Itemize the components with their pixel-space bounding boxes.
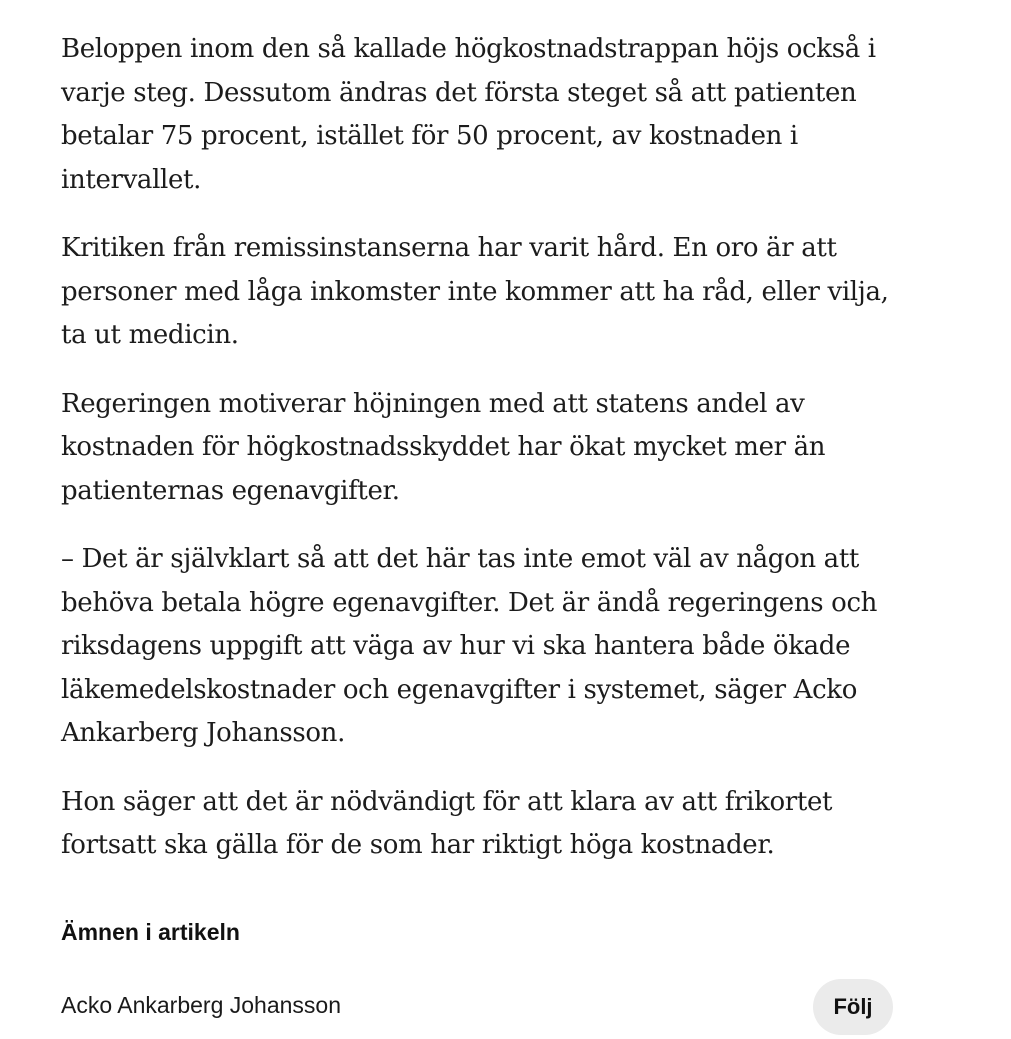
article-paragraph: – Det är självklart så att det här tas inte emot väl av någon att behöva betala högre egenavgifter. Det är ändå regeringens och riksdagens uppgift att väga av hur vi ska hantera både ökade läkemedelskostnader och egenavgifter i systemet, säger Acko Ankarberg Johansson. (61, 544, 878, 748)
article-topics (61, 913, 893, 1019)
follow-button[interactable]: Följ (813, 979, 893, 1035)
article-body (61, 28, 901, 893)
article-paragraph: Regeringen motiverar höjningen med att statens andel av kostnaden för högkostnadsskyddet har ökat mycket mer än patienternas egenavgifter. (61, 388, 826, 506)
topic-item (61, 979, 893, 1039)
article-paragraph: Hon säger att det är nödvändigt för att klara av att frikortet fortsatt ska gälla för de som har riktigt höga kostnader. (61, 786, 833, 860)
topics-heading: Ämnen i artikeln (61, 919, 240, 945)
topic-name[interactable]: Acko Ankarberg Johansson (61, 992, 342, 1018)
article-paragraph: Beloppen inom den så kallade högkostnadstrappan höjs också i varje steg. Dessutom ändras det första steget så att patienten betalar 75 procent, istället för 50 procent, av kostnaden i intervallet. (61, 34, 876, 195)
article-paragraph: Kritiken från remissinstanserna har varit hård. En oro är att personer med låga inkomster inte kommer att ha råd, eller vilja, ta ut medicin. (61, 233, 889, 350)
